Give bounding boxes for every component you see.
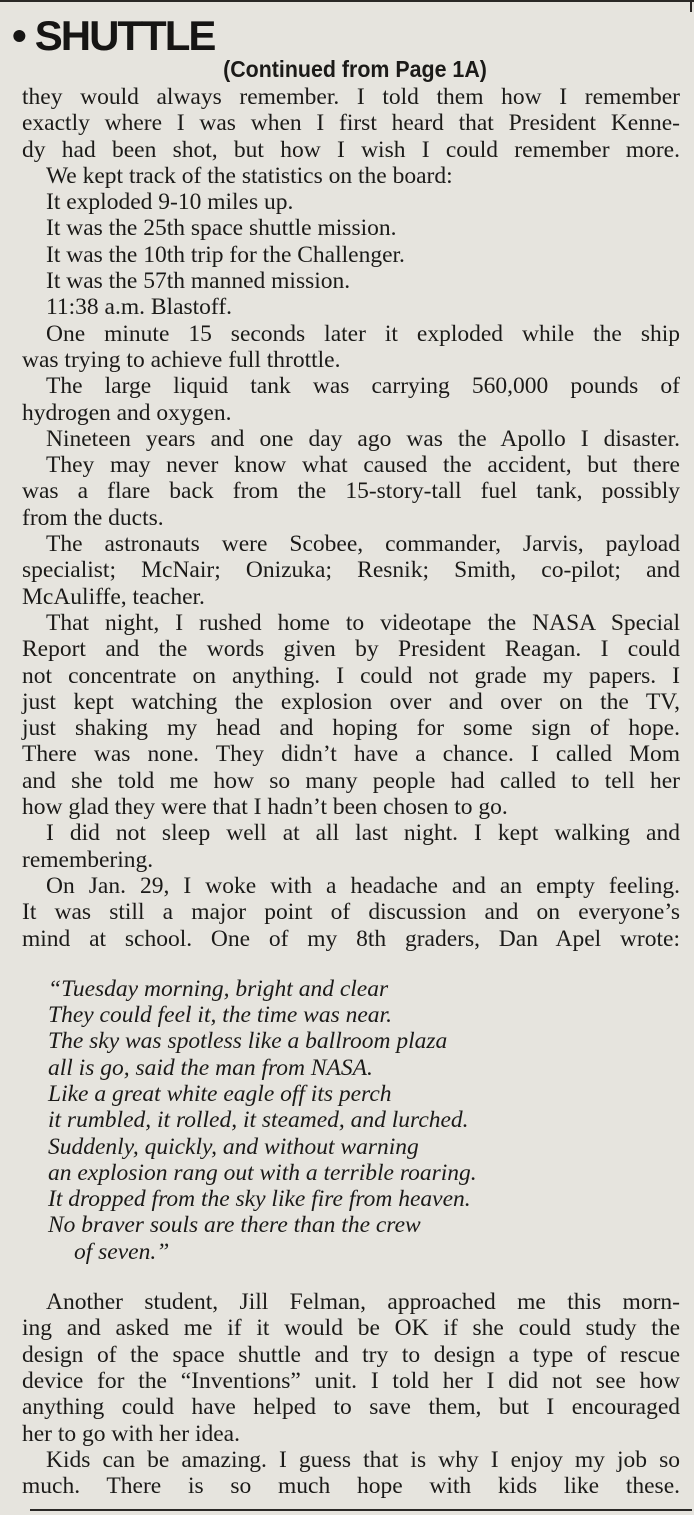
poem-line: of seven.” bbox=[74, 1238, 170, 1265]
body-line: was trying to achieve full throttle. bbox=[22, 346, 341, 373]
body-line: 11:38 a.m. Blastoff. bbox=[46, 294, 233, 321]
poem-line: It dropped from the sky like fire from heaven. bbox=[48, 1186, 471, 1213]
body-line: they would always remember. I told them how I remember bbox=[22, 84, 680, 110]
body-line: not concentrate on anything. I could not grade my papers. I bbox=[22, 662, 680, 689]
body-line: We kept track of the statistics on the board: bbox=[46, 162, 453, 189]
headline bbox=[12, 12, 214, 60]
body-line: anything could have helped to save them, but I encouraged bbox=[22, 1394, 680, 1421]
poem-line: No braver souls are there than the crew bbox=[48, 1212, 421, 1239]
body-line: specialist; McNair; Onizuka; Resnik; Smith, co-pilot; and bbox=[22, 557, 680, 584]
body-line: Nineteen years and one day ago was the Apollo I disaster. bbox=[46, 425, 680, 452]
body-line: Report and the words given by President Reagan. I could bbox=[22, 636, 680, 663]
poem-line: it rumbled, it rolled, it steamed, and lurched. bbox=[48, 1107, 469, 1134]
poem-line: an explosion rang out with a terrible roaring. bbox=[48, 1159, 477, 1186]
body-line: from the ducts. bbox=[22, 504, 164, 531]
body-line: was a flare back from the 15-story-tall fuel tank, possibly bbox=[22, 478, 680, 505]
headline-text: SHUTTLE bbox=[34, 12, 215, 59]
body-line: It exploded 9-10 miles up. bbox=[46, 189, 294, 216]
body-line: and she told me how so many people had called to tell her bbox=[22, 767, 680, 794]
poem bbox=[22, 976, 680, 1265]
body-line: design of the space shuttle and try to design a type of rescue bbox=[22, 1341, 680, 1368]
poem-line: “Tuesday morning, bright and clear bbox=[48, 975, 389, 1002]
body-line: It was the 57th manned mission. bbox=[46, 268, 351, 295]
body-line: how glad they were that I hadn’t been chosen to go. bbox=[22, 794, 508, 821]
top-rule bbox=[0, 0, 694, 2]
body-line: remembering. bbox=[22, 846, 154, 873]
body-line: just shaking my head and hoping for some sign of hope. bbox=[22, 715, 680, 742]
continued-notice: (Continued from Page 1A) bbox=[223, 56, 487, 82]
body-line: device for the “Inventions” unit. I told her I did not see how bbox=[22, 1367, 680, 1394]
body-line: Kids can be amazing. I guess that is why I enjoy my job so bbox=[46, 1446, 680, 1473]
body-line: ing and asked me if it would be OK if she could study the bbox=[22, 1315, 680, 1342]
bottom-rule bbox=[30, 1509, 692, 1511]
body-line: her to go with her idea. bbox=[22, 1420, 240, 1447]
body-line: The astronauts were Scobee, commander, Jarvis, payload bbox=[46, 531, 680, 558]
body-line: mind at school. One of my 8th graders, Dan Apel wrote: bbox=[22, 925, 680, 952]
body-line: McAuliffe, teacher. bbox=[22, 583, 205, 610]
body-line: That night, I rushed home to videotape the NASA Special bbox=[46, 609, 680, 636]
headline-bullet: • bbox=[12, 12, 27, 59]
poem-spacer bbox=[22, 952, 680, 976]
poem-line: Like a great white eagle off its perch bbox=[48, 1080, 392, 1107]
poem-line: all is go, said the man from NASA. bbox=[48, 1054, 373, 1081]
poem-line: Suddenly, quickly, and without warning bbox=[48, 1133, 419, 1160]
poem-line: They could feel it, the time was near. bbox=[48, 1002, 392, 1029]
body-line: On Jan. 29, I woke with a headache and an empty feeling. bbox=[46, 872, 680, 899]
body-line: just kept watching the explosion over and over on the TV, bbox=[22, 688, 680, 715]
body-line: Another student, Jill Felman, approached me this morn- bbox=[46, 1289, 680, 1316]
body-line: much. There is so much hope with kids like these. bbox=[22, 1473, 680, 1500]
poem-line: The sky was spotless like a ballroom plaza bbox=[48, 1028, 448, 1055]
body-line: It was still a major point of discussion and on everyone’s bbox=[22, 899, 680, 926]
body-line: dy had been shot, but how I wish I could remember more. bbox=[22, 136, 680, 163]
closing-spacer bbox=[22, 1265, 680, 1289]
body-line: It was the 10th trip for the Challenger. bbox=[46, 241, 405, 268]
body-line: It was the 25th space shuttle mission. bbox=[46, 215, 397, 242]
body-line: There was none. They didn’t have a chance. I called Mom bbox=[22, 741, 680, 768]
body-line: I did not sleep well at all last night. I kept walking and bbox=[46, 820, 680, 847]
body-line: They may never know what caused the accident, but there bbox=[46, 452, 680, 479]
body-line: hydrogen and oxygen. bbox=[22, 399, 232, 426]
corner-rule bbox=[690, 0, 692, 12]
body-line: exactly where I was when I first heard that President Kenne- bbox=[22, 110, 680, 137]
body-line: The large liquid tank was carrying 560,000 pounds of bbox=[46, 373, 680, 400]
body-line: One minute 15 seconds later it exploded while the ship bbox=[46, 320, 680, 347]
article-body bbox=[22, 84, 680, 1499]
